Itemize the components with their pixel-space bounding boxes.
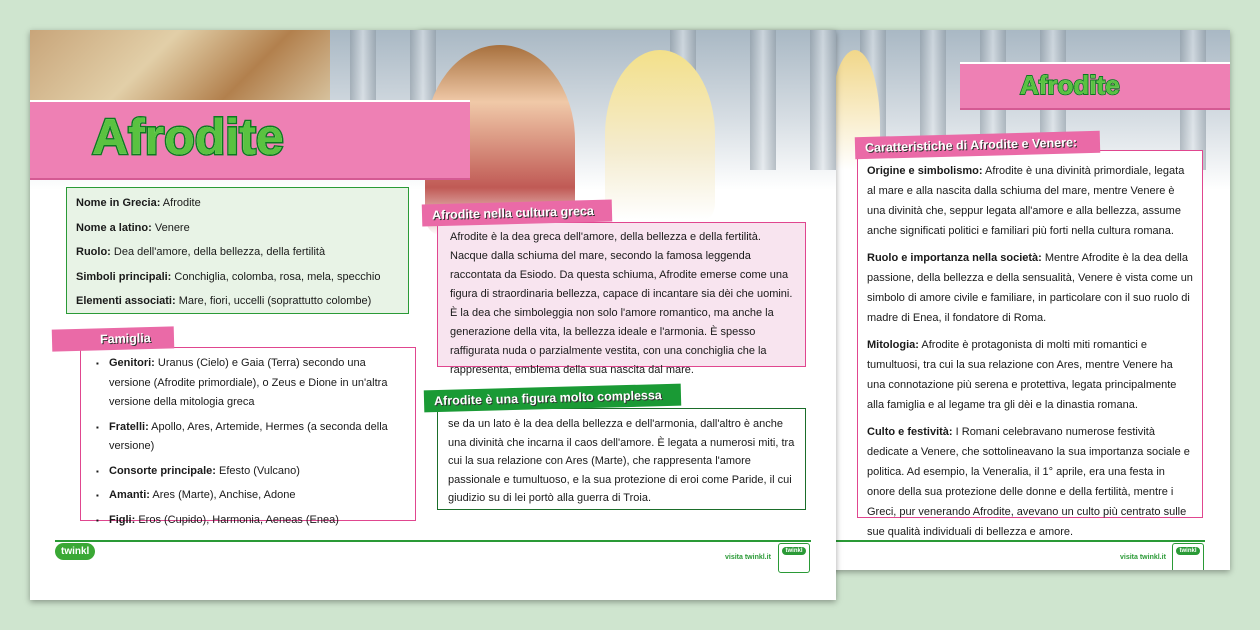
culture-box bbox=[437, 222, 806, 376]
family-item: ▪ Fratelli: Apollo, Ares, Artemide, Hermes (a seconda della versione) bbox=[89, 418, 407, 457]
characteristics-heading: Caratteristiche di Afrodite e Venere: bbox=[855, 131, 1100, 159]
facts-box bbox=[66, 187, 409, 314]
visit-link[interactable]: visita twinkl.it bbox=[1120, 554, 1166, 561]
fact-item: Ruolo: Dea dell'amore, della bellezza, della fertilità bbox=[76, 246, 326, 258]
family-box bbox=[80, 347, 416, 526]
complex-heading: Afrodite è una figura molto complessa bbox=[424, 384, 681, 413]
page-title: Afrodite bbox=[1020, 70, 1120, 100]
family-heading: Famiglia bbox=[52, 326, 175, 351]
complex-text: se da un lato è la dea della bellezza e dell'armonia, dall'altro è anche una divinità che incarna il caos dell'amore. È legata a numerosi miti, tra cui la sua relazione con Ares (Marte), che rappresenta l'amore passionale e tumultuoso, e la sua protezione di eroi come Paride, il cui giudizio su di lei portò alla guerra di Troia. bbox=[448, 418, 795, 504]
characteristic-item: Culto e festività: I Romani celebravano numerose festività dedicate a Venere, che sottolineavano la sua importanza sociale e politica. Ad esempio, la Veneralia, il 1° aprile, era una festa in onore della sua protezione delle donne e della fertilità, mentre i Greci, pur venerando Afrodite, avevano un culto più centrato sulle sue qualità individuali di bellezza e amore. bbox=[867, 426, 1190, 538]
footer-divider bbox=[55, 540, 811, 542]
characteristic-item: Mitologia: Afrodite è protagonista di molti miti romantici e tumultuosi, tra cui la sua relazione con Ares, mentre Venere ha una connotazione più serena e protettiva, legata principalmente alla famiglia e al legame tra gli dèi e la dinastia romana. bbox=[867, 339, 1177, 411]
footer-divider bbox=[835, 540, 1205, 542]
characteristic-item: Ruolo e importanza nella società: Mentre Afrodite è la dea della passione, della bellezza e della sensualità, Venere è vista come un simbolo di amore civile e familiare, in particolare con il suo ruolo di madre di Enea, il fondatore di Roma. bbox=[867, 252, 1193, 324]
family-item: ▪ Genitori: Uranus (Cielo) e Gaia (Terra) secondo una versione (Afrodite primordiale), o Zeus e Dione in un'altra versione della mitologia greca bbox=[89, 354, 407, 413]
visit-link[interactable]: visita twinkl.it bbox=[725, 554, 771, 561]
complex-box bbox=[437, 408, 806, 510]
fact-item: Nome a latino: Venere bbox=[76, 221, 190, 234]
characteristic-item: Origine e simbolismo: Afrodite è una divinità primordiale, legata al mare e alla nascita dalla schiuma del mare, mentre Venere è una divinità che, seppur legata all'amore e alla bellezza, assume anche significati politici e familiari più forti nella cultura romana. bbox=[867, 165, 1185, 237]
fact-item: Elementi associati: Mare, fiori, uccelli (soprattutto colombe) bbox=[76, 295, 372, 307]
family-item: ▪ Figli: Eros (Cupido), Harmonia, Aeneas (Enea) bbox=[89, 511, 407, 531]
twinkl-logo[interactable]: twinkl bbox=[55, 543, 95, 560]
culture-heading: Afrodite nella cultura greca bbox=[422, 200, 613, 227]
fact-item: Nome in Grecia: Afrodite bbox=[76, 197, 201, 209]
fact-item: Simboli principali: Conchiglia, colomba, rosa, mela, specchio bbox=[76, 270, 381, 283]
culture-text: Afrodite è la dea greca dell'amore, della bellezza e della fertilità. Nacque dalla schiuma del mare, secondo la famosa leggenda raccontata da Esiodo. Da questa schiuma, Afrodite emerse come una figura di straordinaria bellezza, capace di incantare sia dèi che uomini. È la dea che simboleggia non solo l'amore romantico, ma anche la generazione della vita, la bellezza ideale e l'armonia. È spesso raffigurata nuda o parzialmente vestita, con una conchiglia che la rappresenta, emblema della sua nascita dal mare. bbox=[450, 231, 793, 376]
family-item: ▪ Consorte principale: Efesto (Vulcano) bbox=[89, 462, 407, 482]
approved-badge: twinkl bbox=[778, 543, 810, 573]
approved-badge: twinkl bbox=[1172, 543, 1204, 570]
venus-illustration bbox=[605, 50, 715, 220]
page-title: Afrodite bbox=[92, 109, 284, 165]
characteristics-box bbox=[857, 150, 1203, 538]
front-page bbox=[30, 30, 836, 600]
family-item: ▪ Amanti: Ares (Marte), Anchise, Adone bbox=[89, 486, 407, 506]
